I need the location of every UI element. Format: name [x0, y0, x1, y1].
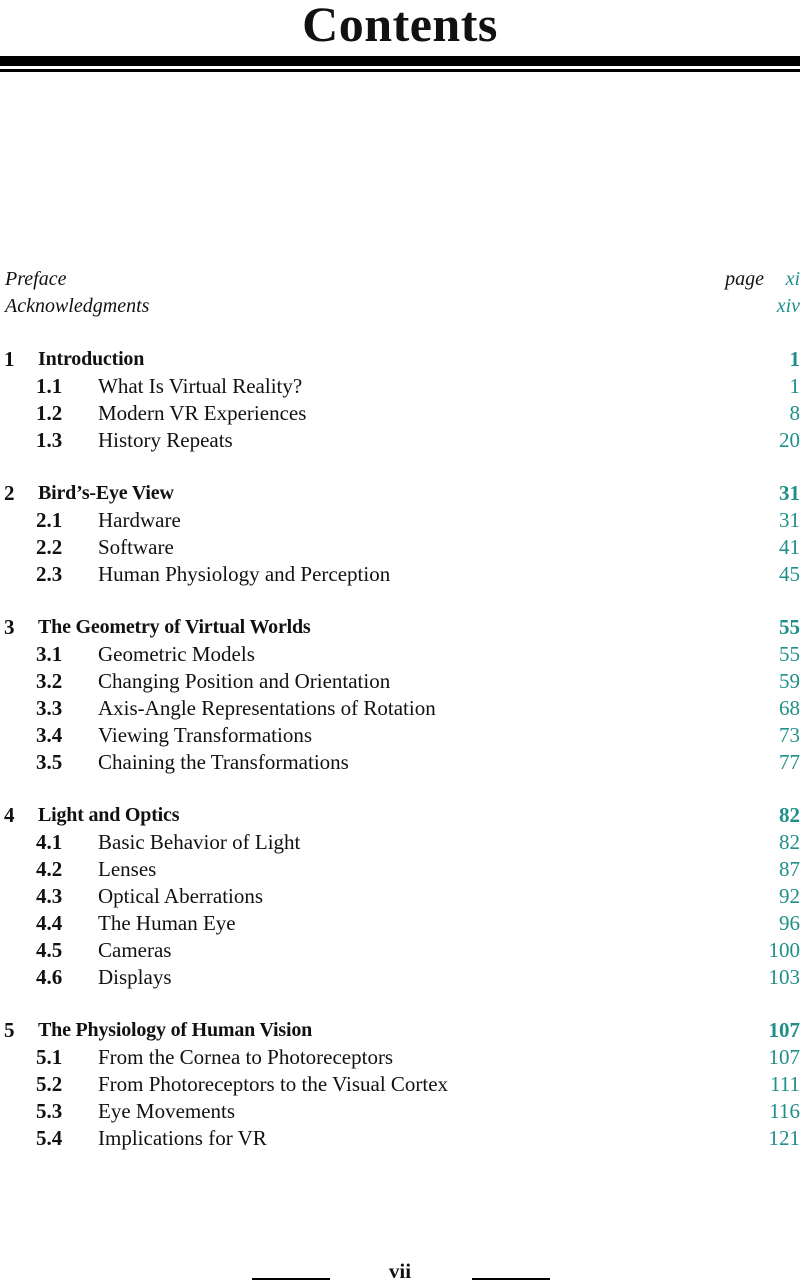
- page-link[interactable]: 31: [779, 507, 800, 534]
- section-title: Eye Movements: [98, 1098, 235, 1125]
- chapter-number: 5: [4, 1017, 15, 1044]
- toc-section-entry[interactable]: [0, 1098, 800, 1125]
- section-title: Basic Behavior of Light: [98, 829, 300, 856]
- section-number: 3.2: [36, 668, 62, 695]
- toc-front-matter-entry[interactable]: [0, 266, 800, 293]
- section-number: 2.1: [36, 507, 62, 534]
- section-number: 5.4: [36, 1125, 62, 1152]
- toc-section-entry[interactable]: [0, 427, 800, 454]
- chapter-title: The Geometry of Virtual Worlds: [38, 614, 311, 641]
- page-link[interactable]: 116: [769, 1098, 800, 1125]
- section-number: 4.4: [36, 910, 62, 937]
- page-link[interactable]: 41: [779, 534, 800, 561]
- toc-section-entry[interactable]: [0, 1071, 800, 1098]
- page-link[interactable]: 82: [779, 802, 800, 829]
- section-title: Lenses: [98, 856, 156, 883]
- page-link[interactable]: 77: [779, 749, 800, 776]
- toc-section-entry[interactable]: [0, 1125, 800, 1152]
- section-title: Cameras: [98, 937, 171, 964]
- toc-section-entry[interactable]: [0, 1044, 800, 1071]
- section-title: Implications for VR: [98, 1125, 267, 1152]
- page-link[interactable]: 121: [769, 1125, 800, 1152]
- page-number: vii: [0, 1258, 800, 1284]
- section-title: Viewing Transformations: [98, 722, 312, 749]
- toc-section-entry[interactable]: [0, 910, 800, 937]
- page-link[interactable]: 107: [769, 1017, 800, 1044]
- section-number: 4.5: [36, 937, 62, 964]
- section-title: From Photoreceptors to the Visual Cortex: [98, 1071, 448, 1098]
- section-title: From the Cornea to Photoreceptors: [98, 1044, 393, 1071]
- section-number: 3.4: [36, 722, 62, 749]
- toc-chapter-entry[interactable]: [0, 480, 800, 507]
- section-number: 1.2: [36, 400, 62, 427]
- toc-section-entry[interactable]: [0, 749, 800, 776]
- toc-spacer: [0, 588, 800, 614]
- page-link[interactable]: 111: [770, 1071, 800, 1098]
- toc-section-entry[interactable]: [0, 856, 800, 883]
- toc-spacer: [0, 776, 800, 802]
- title-rule-thick: [0, 56, 800, 66]
- front-matter-title: Preface: [5, 266, 66, 293]
- toc-section-entry[interactable]: [0, 964, 800, 991]
- toc-section-entry[interactable]: [0, 561, 800, 588]
- page-link[interactable]: 68: [779, 695, 800, 722]
- toc-spacer: [0, 320, 800, 346]
- toc-section-entry[interactable]: [0, 722, 800, 749]
- chapter-title: Light and Optics: [38, 802, 179, 829]
- section-number: 4.3: [36, 883, 62, 910]
- page-link[interactable]: 87: [779, 856, 800, 883]
- toc-section-entry[interactable]: [0, 695, 800, 722]
- toc-front-matter-entry[interactable]: [0, 293, 800, 320]
- section-number: 2.3: [36, 561, 62, 588]
- page-link[interactable]: 1: [790, 373, 800, 400]
- toc-spacer: [0, 991, 800, 1017]
- toc-section-entry[interactable]: [0, 829, 800, 856]
- page-link[interactable]: 96: [779, 910, 800, 937]
- page-link[interactable]: 100: [769, 937, 800, 964]
- section-number: 3.5: [36, 749, 62, 776]
- section-number: 5.2: [36, 1071, 62, 1098]
- page-link[interactable]: 20: [779, 427, 800, 454]
- section-number: 4.1: [36, 829, 62, 856]
- section-title: Modern VR Experiences: [98, 400, 306, 427]
- section-number: 3.1: [36, 641, 62, 668]
- chapter-number: 2: [4, 480, 15, 507]
- page-link[interactable]: 59: [779, 668, 800, 695]
- page-link[interactable]: 55: [779, 641, 800, 668]
- toc-section-entry[interactable]: [0, 507, 800, 534]
- section-title: What Is Virtual Reality?: [98, 373, 302, 400]
- chapter-number: 3: [4, 614, 15, 641]
- chapter-title: Introduction: [38, 346, 144, 373]
- section-title: Software: [98, 534, 174, 561]
- page-title: Contents: [0, 0, 800, 54]
- toc-section-entry[interactable]: [0, 668, 800, 695]
- section-number: 1.3: [36, 427, 62, 454]
- front-matter-title: Acknowledgments: [5, 293, 149, 320]
- footer-rule-right: [472, 1278, 550, 1280]
- section-number: 1.1: [36, 373, 62, 400]
- chapter-number: 1: [4, 346, 15, 373]
- chapter-title: Bird’s-Eye View: [38, 480, 174, 507]
- section-title: Human Physiology and Perception: [98, 561, 390, 588]
- toc-section-entry[interactable]: [0, 937, 800, 964]
- page-link[interactable]: 31: [779, 480, 800, 507]
- section-title: Geometric Models: [98, 641, 255, 668]
- chapter-number: 4: [4, 802, 15, 829]
- section-title: History Repeats: [98, 427, 233, 454]
- page-link[interactable]: 1: [790, 346, 800, 373]
- section-number: 2.2: [36, 534, 62, 561]
- page-link[interactable]: 103: [769, 964, 800, 991]
- section-title: Chaining the Transformations: [98, 749, 349, 776]
- section-number: 5.3: [36, 1098, 62, 1125]
- toc-section-entry[interactable]: [0, 373, 800, 400]
- section-number: 3.3: [36, 695, 62, 722]
- page-link[interactable]: xi: [786, 266, 800, 293]
- page-link[interactable]: 45: [779, 561, 800, 588]
- page-link[interactable]: 107: [769, 1044, 800, 1071]
- chapter-title: The Physiology of Human Vision: [38, 1017, 312, 1044]
- section-title: Displays: [98, 964, 172, 991]
- toc-section-entry[interactable]: [0, 534, 800, 561]
- page-link[interactable]: xiv: [777, 293, 800, 320]
- toc-section-entry[interactable]: [0, 883, 800, 910]
- page-prefix: page: [725, 266, 764, 293]
- toc-chapter-entry[interactable]: [0, 346, 800, 373]
- page-link[interactable]: 92: [779, 883, 800, 910]
- toc-section-entry[interactable]: [0, 641, 800, 668]
- table-of-contents: [0, 266, 800, 1152]
- section-title: The Human Eye: [98, 910, 236, 937]
- section-number: 4.6: [36, 964, 62, 991]
- title-rule-thin: [0, 69, 800, 72]
- section-title: Axis-Angle Representations of Rotation: [98, 695, 436, 722]
- toc-spacer: [0, 454, 800, 480]
- page-link[interactable]: 73: [779, 722, 800, 749]
- toc-chapter-entry[interactable]: [0, 614, 800, 641]
- section-title: Hardware: [98, 507, 181, 534]
- page-link[interactable]: 8: [790, 400, 800, 427]
- section-number: 4.2: [36, 856, 62, 883]
- section-title: Changing Position and Orientation: [98, 668, 390, 695]
- toc-section-entry[interactable]: [0, 400, 800, 427]
- section-number: 5.1: [36, 1044, 62, 1071]
- toc-chapter-entry[interactable]: [0, 802, 800, 829]
- section-title: Optical Aberrations: [98, 883, 263, 910]
- page-link[interactable]: 55: [779, 614, 800, 641]
- page-link[interactable]: 82: [779, 829, 800, 856]
- toc-chapter-entry[interactable]: [0, 1017, 800, 1044]
